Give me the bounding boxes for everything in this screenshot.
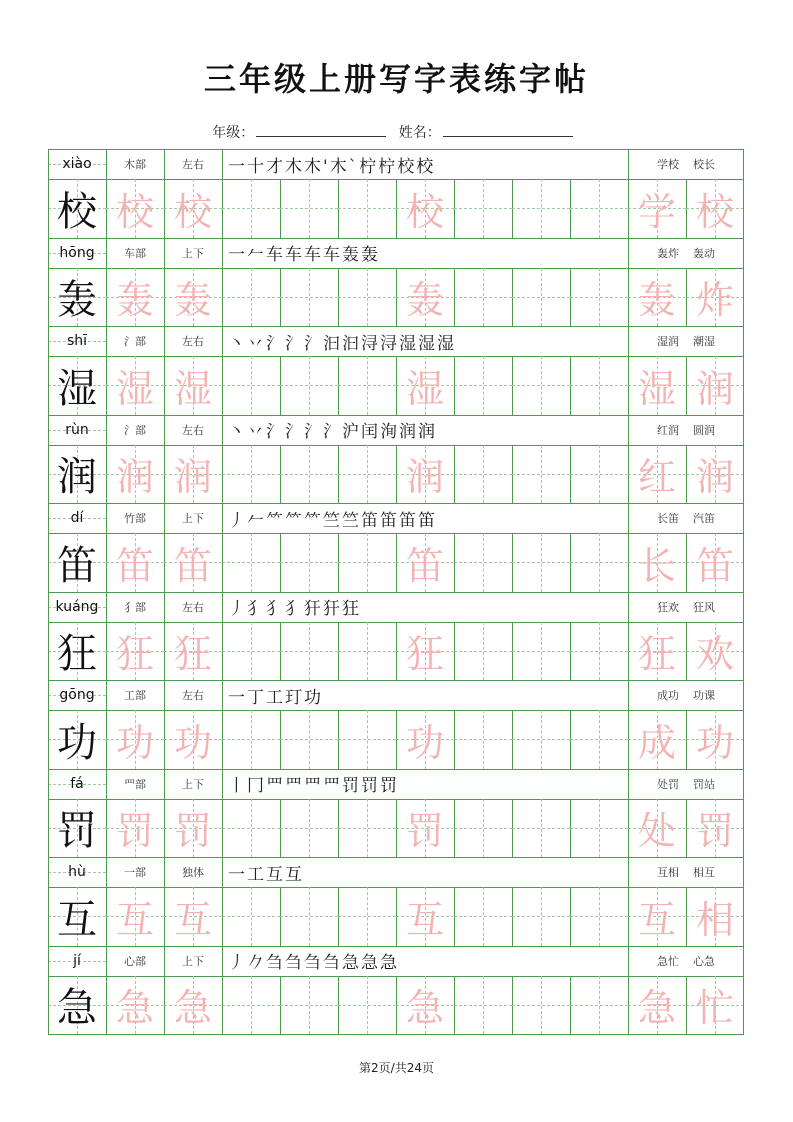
structure-label: 左右 [182,335,204,348]
header-divider-v [222,503,223,533]
word-example: 湿润 [657,335,679,348]
pinyin-label: xiào [62,156,92,172]
writing-cell[interactable] [338,179,396,238]
grade-blank[interactable] [256,124,386,137]
radical-label: 竹部 [124,512,146,525]
trace-character: 校 [173,189,212,234]
stroke-step: 功 [304,687,323,708]
structure-label: 独体 [182,866,204,879]
pinyin-label: dí [70,510,84,526]
writing-cell[interactable] [512,445,570,504]
trace-word-character: 急 [637,986,676,1031]
word-example: 圆润 [693,423,715,437]
trace-word-character: 红 [637,455,676,500]
writing-cell[interactable] [454,799,512,858]
writing-cell[interactable] [222,976,280,1035]
word-examples [628,857,744,887]
stroke-step: 氵 [323,422,342,442]
header-divider-v [222,415,223,445]
writing-cell[interactable] [280,976,338,1035]
writing-cell[interactable] [222,887,280,946]
trace-character: 湿 [115,366,154,411]
stroke-step: 氵 [266,422,285,442]
trace-character: 润 [115,455,154,500]
trace-character: 轰 [173,278,212,323]
writing-cell[interactable] [454,622,512,681]
stroke-order [228,238,626,268]
radical-label: 犭部 [124,600,146,614]
stroke-step: 车 [285,245,304,265]
header-divider-v [222,592,223,622]
sheet-bottom-line [48,1034,744,1035]
trace-word-character: 功 [695,720,734,765]
model-character: 互 [57,896,97,943]
word-example: 成功 [657,689,679,702]
writing-cell[interactable] [280,533,338,592]
writing-cell[interactable] [512,268,570,327]
stroke-step: 车 [304,245,323,265]
trace-character: 润 [405,455,444,500]
writing-cell[interactable] [338,533,396,592]
writing-cell[interactable] [280,179,338,238]
stroke-order [228,592,626,622]
trace-character: 笛 [405,543,444,588]
name-blank[interactable] [443,124,573,137]
trace-word-character: 互 [637,897,676,942]
writing-cell[interactable] [338,356,396,415]
writing-cell[interactable] [280,710,338,769]
stroke-step: 一 [228,864,247,885]
stroke-step: 湿 [399,333,418,354]
radical-label: 氵部 [124,423,146,437]
trace-character: 互 [405,897,444,942]
writing-cell[interactable] [338,799,396,858]
trace-character: 互 [173,897,212,942]
stroke-step: 闰 [361,422,380,442]
stroke-step: 汩 [323,333,342,354]
word-example: 长笛 [657,512,679,525]
pinyin-label: hù [68,864,86,880]
stroke-order [228,769,626,799]
stroke-step: 𠂉 [247,245,266,265]
trace-character: 润 [173,455,212,500]
trace-word-character: 学 [637,189,676,234]
stroke-step: 才 [266,156,285,177]
word-example: 轰动 [693,246,715,260]
writing-cell[interactable] [280,268,338,327]
writing-cell[interactable] [570,799,628,858]
stroke-order [228,149,626,179]
writing-cell[interactable] [570,445,628,504]
header-divider-v [222,769,223,799]
stroke-step: 车 [323,245,342,265]
trace-character: 轰 [115,278,154,323]
word-examples [628,238,744,268]
writing-cell[interactable] [454,445,512,504]
word-example: 急忙 [657,954,679,968]
writing-cell[interactable] [512,710,570,769]
stroke-step: 丁 [247,687,266,708]
writing-cell[interactable] [280,799,338,858]
stroke-step: 丷 [247,333,266,354]
trace-word-character: 笛 [695,543,734,588]
writing-cell[interactable] [454,976,512,1035]
structure-label: 左右 [182,423,204,437]
sheet-left-line [48,149,49,1034]
stroke-step: 丿 [228,953,247,973]
stroke-step: 沪 [342,422,361,442]
word-example: 互相 [657,866,679,879]
writing-cell[interactable] [338,710,396,769]
model-character: 狂 [57,631,97,678]
stroke-step: 笛 [399,510,418,531]
stroke-order [228,680,626,710]
page-footer: 第2页/共24页 [359,1061,434,1075]
stroke-step: 氵 [266,333,285,354]
model-character: 急 [57,985,97,1032]
sheet-right-line [743,149,744,1034]
writing-cell[interactable] [222,445,280,504]
writing-cell[interactable] [570,268,628,327]
stroke-step: 刍 [266,953,285,973]
writing-cell[interactable] [570,710,628,769]
word-examples [628,149,744,179]
stroke-step: 急 [380,953,399,973]
pinyin-label: rùn [65,421,89,438]
radical-label: 工部 [124,689,146,702]
header-divider-v [222,946,223,976]
writing-cell[interactable] [512,976,570,1035]
trace-character: 校 [405,189,444,234]
stroke-step: 犴 [304,599,323,619]
stroke-step: 刍 [285,953,304,973]
trace-character: 急 [115,986,154,1031]
word-example: 处罚 [657,777,679,791]
stroke-step: 犭 [285,599,304,619]
header-divider-v [222,238,223,268]
stroke-step: ⺮ [266,510,285,531]
stroke-step: ⺮ [304,510,323,531]
word-example: 汽笛 [693,512,715,525]
writing-cell[interactable] [222,799,280,858]
word-examples [628,680,744,710]
name-label: 姓名： [398,125,441,141]
trace-word-character: 相 [695,897,734,942]
trace-character: 狂 [173,632,212,677]
writing-cell[interactable] [570,976,628,1035]
stroke-step: 犭 [266,599,285,619]
trace-character: 罚 [115,809,154,854]
structure-label: 左右 [182,158,204,171]
stroke-step: 笛 [380,510,399,531]
stroke-step: 狂 [342,599,361,619]
trace-character: 功 [173,720,212,765]
trace-character: 狂 [115,632,154,677]
model-character: 校 [57,188,97,235]
word-examples [628,946,744,976]
writing-cell[interactable] [512,179,570,238]
stroke-step: 氵 [304,333,323,354]
pinyin-label: jí [73,952,81,969]
word-examples [628,592,744,622]
trace-word-character: 忙 [695,986,734,1031]
stroke-step: 一 [228,687,247,708]
trace-character: 罚 [173,809,212,854]
stroke-step: 木ˋ [329,156,360,177]
word-examples [628,769,744,799]
model-character: 轰 [57,277,97,324]
writing-cell[interactable] [512,356,570,415]
stroke-step: 轰 [342,245,361,265]
radical-label: 氵部 [124,335,146,348]
stroke-step: 工 [247,864,266,885]
radical-label: 罒部 [124,777,146,791]
model-character: 湿 [57,365,97,412]
stroke-step: 犴 [323,599,342,619]
structure-label: 左右 [182,689,204,702]
stroke-step: 罒 [323,776,342,796]
pinyin-label: hōng [59,244,95,261]
stroke-step: ⺮ [285,510,304,531]
writing-cell[interactable] [338,976,396,1035]
word-examples [628,503,744,533]
word-example: 红润 [657,423,679,437]
structure-label: 上下 [182,954,204,968]
stroke-step: 一 [228,156,247,177]
trace-character: 罚 [405,809,444,854]
writing-cell[interactable] [222,533,280,592]
trace-word-character: 狂 [637,632,676,677]
stroke-step: 罒 [285,776,304,796]
model-character: 润 [57,454,97,501]
model-character: 罚 [57,808,97,855]
writing-cell[interactable] [222,622,280,681]
writing-cell[interactable] [454,179,512,238]
stroke-step: 竺 [323,510,342,531]
writing-cell[interactable] [280,622,338,681]
trace-word-character: 处 [637,809,676,854]
word-example: 功课 [693,689,715,702]
model-character: 功 [57,719,97,766]
word-example: 罚站 [693,777,715,791]
structure-label: 上下 [182,246,204,260]
stroke-step: 罚 [361,776,380,796]
writing-cell[interactable] [338,445,396,504]
page-title: 三年级上册写字表练字帖 [203,60,589,98]
header-divider-v [222,326,223,356]
trace-word-character: 罚 [695,809,734,854]
stroke-step: 洵 [380,422,399,442]
structure-label: 左右 [182,600,204,614]
stroke-step: 润 [418,422,437,442]
trace-character: 急 [405,986,444,1031]
stroke-step: 润 [399,422,418,442]
stroke-step: 𠂊 [247,953,266,973]
stroke-order [228,503,626,533]
stroke-step: 车 [266,245,285,265]
stroke-step: 丿 [228,510,247,531]
stroke-step: 校 [397,156,417,177]
structure-label: 上下 [182,512,204,525]
writing-cell[interactable] [454,356,512,415]
stroke-step: 互 [266,864,285,885]
trace-word-character: 湿 [637,366,676,411]
word-examples [628,415,744,445]
stroke-step: 浔 [361,333,380,354]
word-example: 相互 [693,866,715,879]
writing-cell[interactable] [454,533,512,592]
trace-character: 笛 [115,543,154,588]
trace-character: 湿 [405,366,444,411]
trace-word-character: 炸 [695,278,734,323]
stroke-step: 汩 [342,333,361,354]
stroke-step: 一 [228,245,247,265]
radical-label: 木部 [124,158,146,171]
stroke-step: 互 [285,864,304,885]
writing-cell[interactable] [454,887,512,946]
pinyin-label: shī [66,333,88,349]
pinyin-label: fá [70,775,84,792]
word-example: 轰炸 [657,246,679,260]
writing-cell[interactable] [280,356,338,415]
stroke-order [228,946,626,976]
writing-cell[interactable] [338,887,396,946]
writing-cell[interactable] [512,533,570,592]
writing-cell[interactable] [280,445,338,504]
stroke-step: 湿 [437,333,456,354]
stroke-step: 校 [416,156,436,177]
word-example: 校长 [693,158,715,171]
stroke-order [228,415,626,445]
stroke-step: 湿 [418,333,437,354]
stroke-step: 丷 [247,422,266,442]
practice-sheet [48,149,744,1043]
writing-cell[interactable] [338,622,396,681]
trace-word-character: 成 [637,720,676,765]
stroke-step: 笛 [418,510,437,531]
stroke-step: 冂 [247,776,266,796]
word-example: 心急 [693,954,715,968]
stroke-step: 丶 [228,422,247,442]
word-examples [628,326,744,356]
trace-character: 狂 [405,632,444,677]
stroke-order [228,326,626,356]
stroke-step: 罒 [304,776,323,796]
writing-cell[interactable] [570,622,628,681]
trace-word-character: 校 [695,189,734,234]
stroke-step: 罒 [266,776,285,796]
trace-character: 互 [115,897,154,942]
writing-cell[interactable] [570,179,628,238]
writing-cell[interactable] [454,710,512,769]
radical-label: 心部 [124,954,146,968]
stroke-step: 罚 [342,776,361,796]
writing-cell[interactable] [512,887,570,946]
trace-word-character: 长 [637,543,676,588]
writing-cell[interactable] [222,268,280,327]
stroke-step: 玎 [285,687,304,708]
header-divider-v [222,857,223,887]
stroke-step: 丶 [228,333,247,354]
word-example: 狂欢 [657,600,679,614]
stroke-step: 木 [285,156,304,177]
trace-character: 急 [173,986,212,1031]
writing-cell[interactable] [570,356,628,415]
writing-cell[interactable] [512,799,570,858]
trace-character: 功 [405,720,444,765]
stroke-step: 急 [342,953,361,973]
writing-cell[interactable] [222,710,280,769]
writing-cell[interactable] [222,179,280,238]
pinyin-label: gōng [59,687,95,703]
model-character: 笛 [57,542,97,589]
word-example: 潮湿 [693,335,715,348]
stroke-step: 刍 [304,953,323,973]
stroke-order [228,857,626,887]
writing-cell[interactable] [338,268,396,327]
stroke-step: 木' [304,156,330,177]
pinyin-label: kuáng [55,598,99,615]
stroke-step: 氵 [285,333,304,354]
trace-word-character: 润 [695,455,734,500]
stroke-step: 轰 [361,245,380,265]
writing-cell[interactable] [570,887,628,946]
trace-character: 轰 [405,278,444,323]
stroke-step: 丿 [228,599,247,619]
stroke-step: 十 [247,156,266,177]
header-divider-v [222,680,223,710]
structure-label: 上下 [182,777,204,791]
writing-cell[interactable] [454,268,512,327]
trace-word-character: 润 [695,366,734,411]
radical-label: 车部 [124,246,146,260]
stroke-step: 急 [361,953,380,973]
word-example: 狂风 [693,600,715,614]
stroke-step: 笛 [361,510,380,531]
stroke-step: 柠 [359,156,379,177]
stroke-step: 工 [266,687,285,708]
trace-word-character: 轰 [637,278,676,323]
radical-label: 一部 [124,866,146,879]
trace-character: 校 [115,189,154,234]
stroke-step: 柠 [378,156,398,177]
stroke-step: 氵 [285,422,304,442]
writing-cell[interactable] [570,533,628,592]
stroke-step: 罚 [380,776,399,796]
writing-cell[interactable] [512,622,570,681]
header-divider-v [222,149,223,179]
stroke-step: 𠂉 [247,510,266,531]
stroke-step: 浔 [380,333,399,354]
grade-label: 年级： [212,125,255,141]
stroke-step: 犭 [247,599,266,619]
trace-character: 功 [115,720,154,765]
trace-word-character: 欢 [695,632,734,677]
word-example: 学校 [657,158,679,171]
stroke-step: 刍 [323,953,342,973]
student-info [0,122,793,142]
stroke-step: 氵 [304,422,323,442]
writing-cell[interactable] [222,356,280,415]
trace-character: 湿 [173,366,212,411]
stroke-step: 竺 [342,510,361,531]
trace-character: 笛 [173,543,212,588]
writing-cell[interactable] [280,887,338,946]
stroke-step: 丨 [228,776,247,796]
